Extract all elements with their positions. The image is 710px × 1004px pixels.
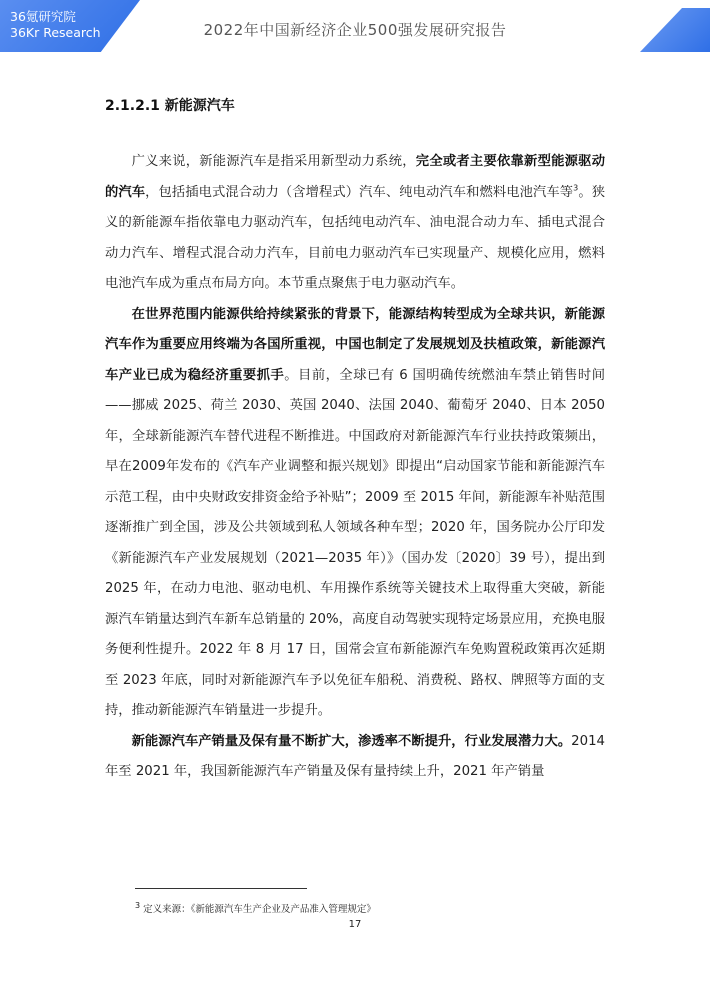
page-number: 17 [348, 919, 362, 930]
logo-line-1: 36氪研究院 [10, 9, 76, 24]
text-run: 。目前，全球已有 6 国明确传统燃油车禁止销售时间——挪威 2025、荷兰 2030、英国 2040、法国 2040、葡萄牙 2040、日本 2050 年，全球新能源汽车替代进程不断推进。中国政府对新能源汽车行业扶持政策频出，早在2009年发布的《汽车产业调整和振兴规划》即提出“启动国家节能和新能源汽车示范工程，由中央财政安排资金给予补贴”；2009 至 2015 年间，新能源车补贴范围逐渐推广到全国，涉及公共领域到私人领域各种车型；2020 年，国务院办公厅印发《新能源汽车产业发展规划（2021—2035 年）》（国办发〔2020〕39 号），提出到 2025 年，在动力电池、驱动电机、车用操作系统等关键技术上取得重大突破，新能源汽车销量达到汽车新车总销量的 20%，高度自动驾驶实现特定场景应用，充换电服务便利性提升。2022 年 8 月 17 日，国常会宣布新能源汽车免购置税政策再次延期至 2023 年底，同时对新能源汽车予以免征车船税、消费税、路权、牌照等方面的支持，推动新能源汽车销量进一步提升。 [105, 367, 605, 718]
text-run: 。狭义的新能源车指依靠电力驱动汽车，包括纯电动汽车、油电混合动力车、插电式混合动力汽车、增程式混合动力汽车，目前电力驱动汽车已实现量产、规模化应用，燃料电池汽车成为重点布局方向。本节重点聚焦于电力驱动汽车。 [105, 184, 606, 291]
paragraph [105, 300, 605, 727]
section-heading: 2.1.2.1 新能源汽车 [105, 98, 235, 114]
footnote-marker: 3 [135, 900, 141, 910]
emphasis-text: 新能源汽车产销量及保有量不断扩大，渗透率不断提升，行业发展潜力大。 [131, 733, 572, 749]
paragraph [105, 727, 605, 788]
report-title: 2022年中国新经济企业500强发展研究报告 [203, 21, 507, 39]
logo-line-2: 36Kr Research [10, 25, 101, 40]
emphasis-text: 在世界范围内能源供给持续紧张的背景下，能源结构转型成为全球共识，新能源汽车作为重要应用终端为各国所重视，中国也制定了发展规划及扶植政策，新能源汽车产业已成为稳经济重要抓手 [105, 306, 605, 383]
footnote-text: 定义来源：《新能源汽车生产企业及产品准入管理规定》 [143, 904, 376, 915]
emphasis-text: 完全或者主要依靠新型能源驱动的汽车 [105, 154, 606, 200]
text-run: 2014 年至 2021 年，我国新能源汽车产销量及保有量持续上升，2021 年产销量 [105, 733, 605, 779]
text-run: 广义来说，新能源汽车是指采用新型动力系统， [131, 154, 416, 169]
footnote-ref: 3 [573, 183, 579, 193]
body-text [105, 147, 605, 788]
paragraph [105, 147, 605, 300]
text-run: ，包括插电式混合动力（含增程式）汽车、纯电动汽车和燃料电池汽车等 [145, 184, 574, 200]
footnote [135, 901, 376, 915]
footnote-divider [135, 888, 307, 889]
